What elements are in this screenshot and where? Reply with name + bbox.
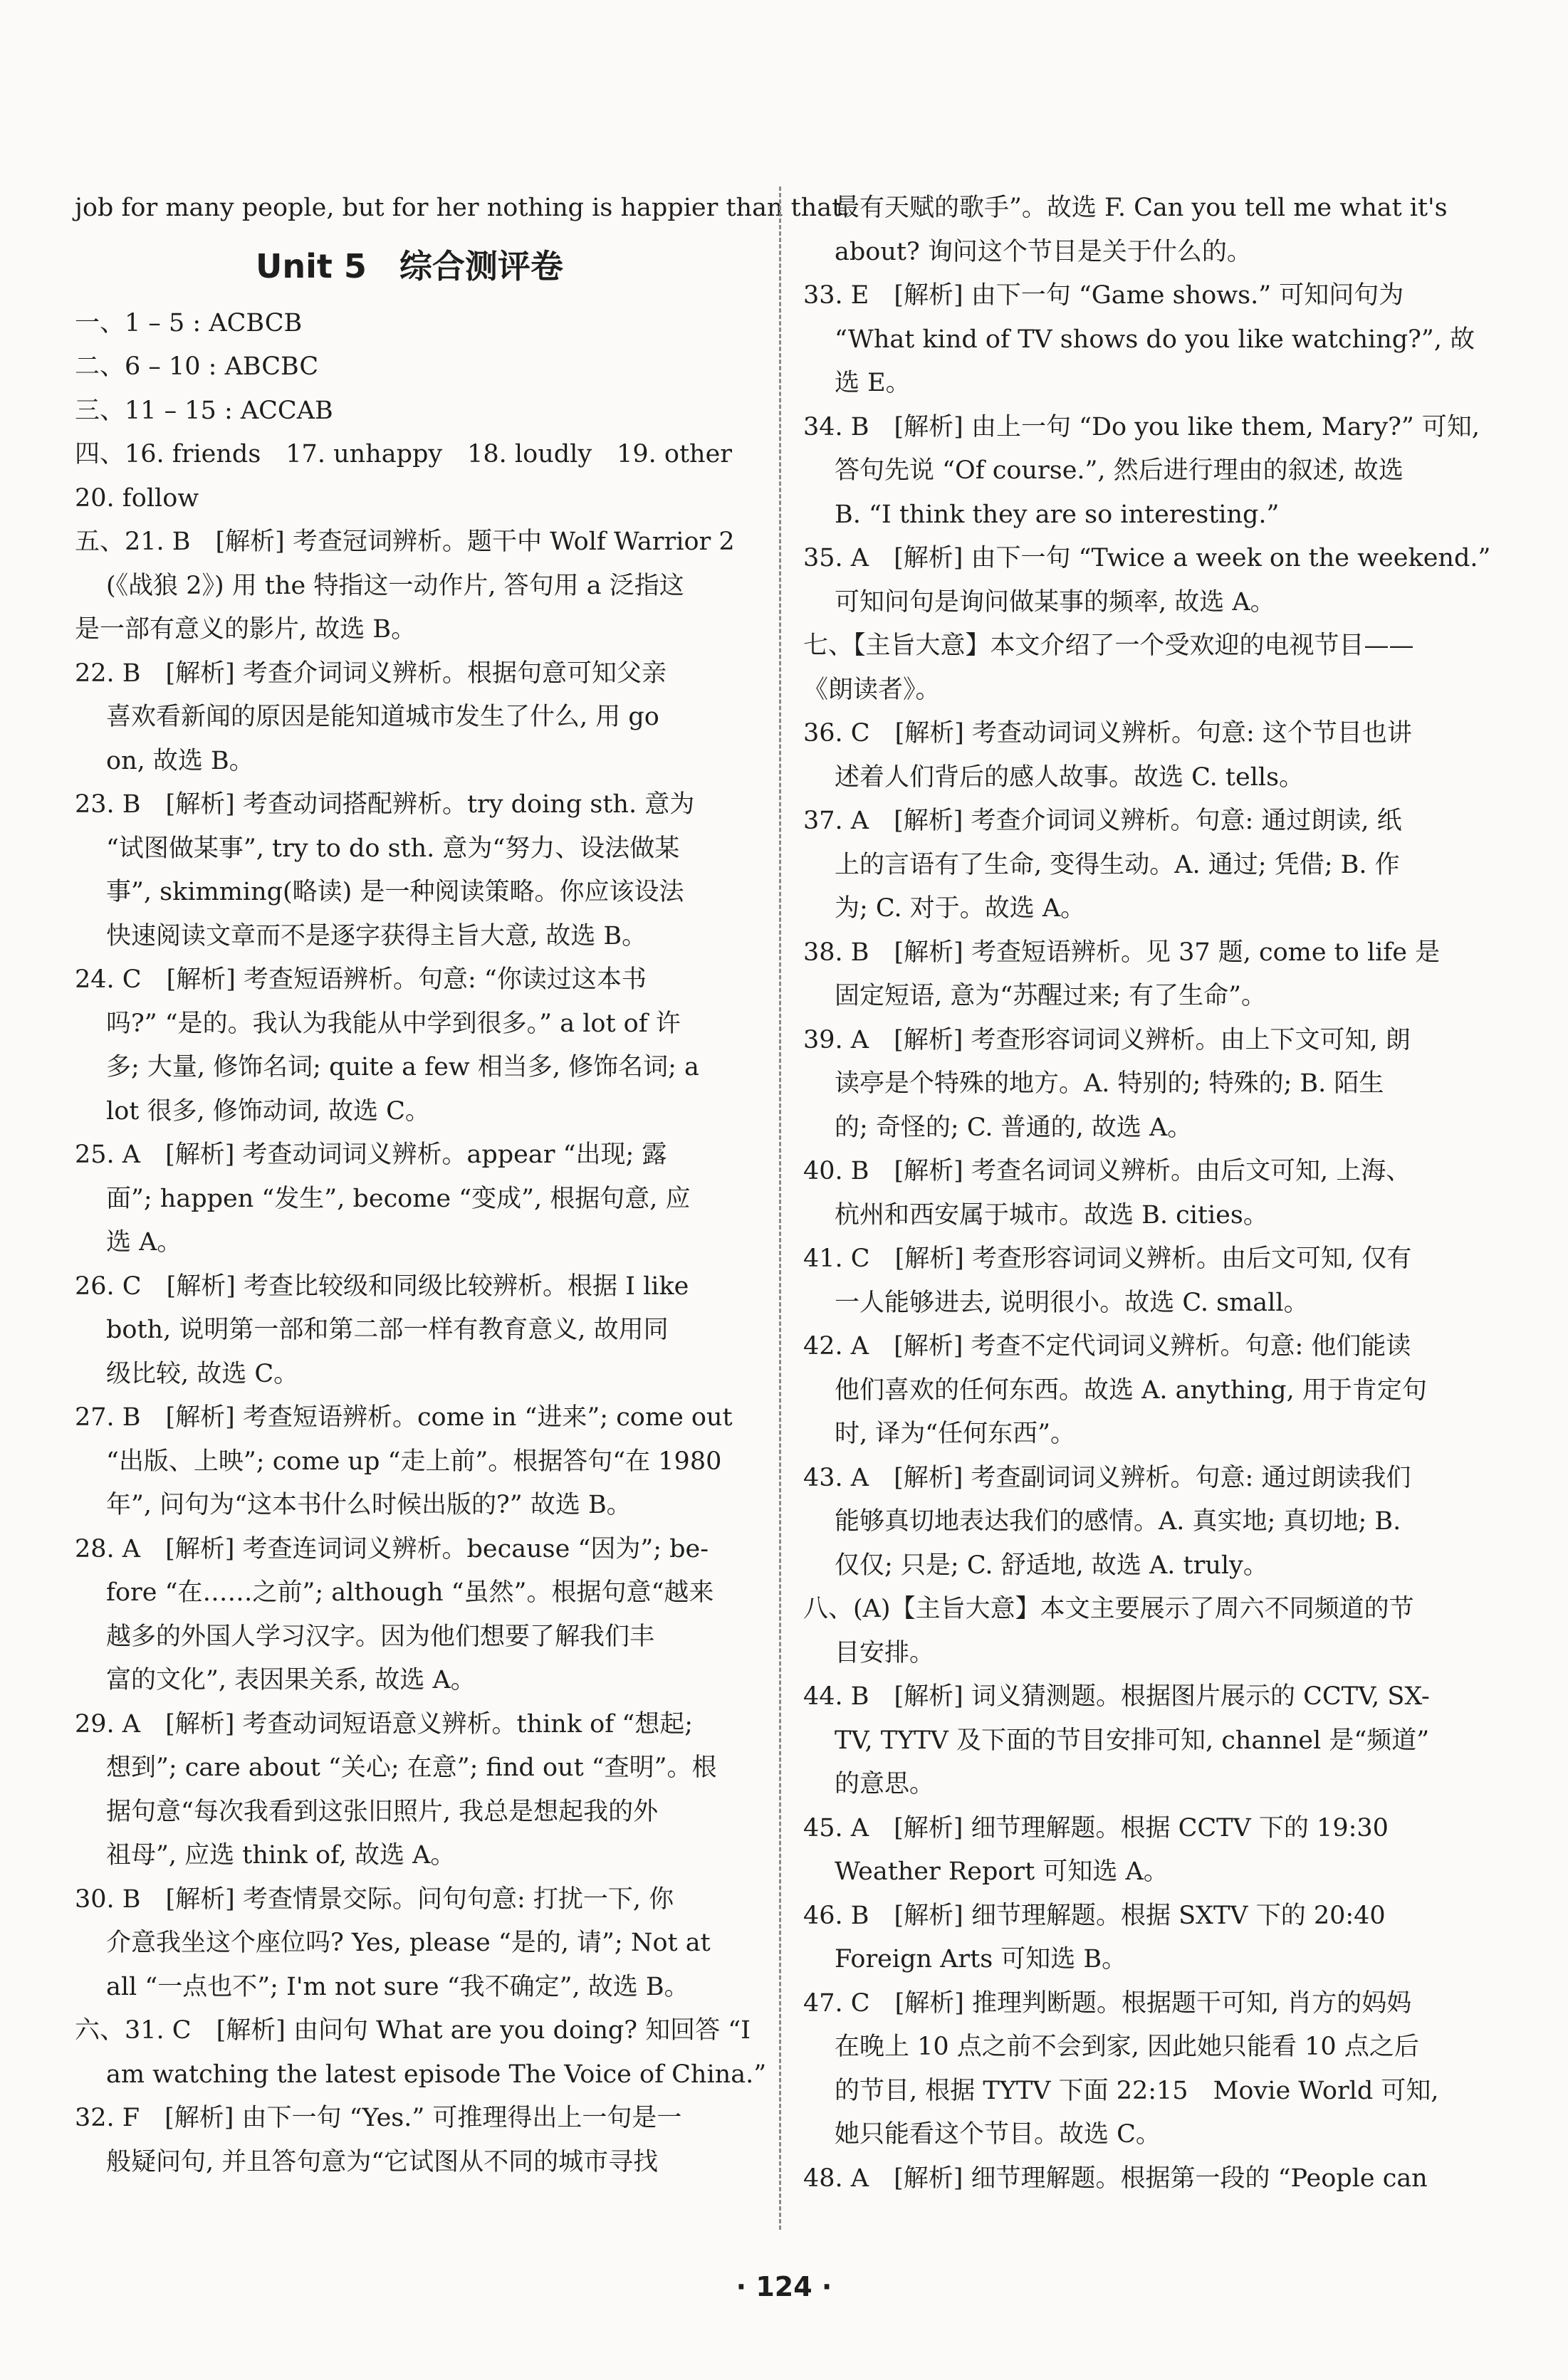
answer-line: 她只能看这个节目。故选 C。 [835,2120,1161,2149]
answer-line: 时, 译为“任何东西”。 [835,1420,1076,1448]
answer-line: Weather Report 可知选 A。 [835,1857,1169,1886]
answer-line: 读亭是个特殊的地方。A. 特别的; 特殊的; B. 陌生 [835,1069,1384,1098]
answer-line: job for many people, but for her nothing is happier than that. [75,194,850,222]
answer-line: 46. B [解析] 细节理解题。根据 SXTV 下的 20:40 [803,1901,1386,1930]
answer-line: 可知问句是询问做某事的频率, 故选 A。 [835,587,1275,617]
answer-line: 37. A [解析] 考查介词词义辨析。句意: 通过朗读, 纸 [803,807,1402,835]
answer-line: 的节目, 根据 TYTV 下面 22:15 Movie World 可知, [835,2076,1439,2105]
answer-line: 五、21. B [解析] 考查冠词辨析。题干中 Wolf Warrior 2 [75,528,735,556]
answer-line: 能够真切地表达我们的感情。A. 真实地; 真切地; B. [835,1507,1401,1536]
right-column [803,187,1491,2201]
answer-line: 36. C [解析] 考查动词词义辨析。句意: 这个节目也讲 [803,719,1412,748]
answer-line: 级比较, 故选 C。 [106,1359,299,1388]
column-divider [779,187,781,2230]
answer-line: 的意思。 [835,1770,935,1798]
answer-line: 上的言语有了生命, 变得生动。A. 通过; 凭借; B. 作 [835,850,1400,879]
answer-line: Foreign Arts 可知选 B。 [835,1945,1127,1973]
answer-line: 面”; happen “发生”, become “变成”, 根据句意, 应 [106,1184,691,1213]
answer-line: 祖母”, 应选 think of, 故选 A。 [106,1841,456,1870]
answer-line: 30. B [解析] 考查情景交际。问句句意: 打扰一下, 你 [75,1884,674,1914]
answer-line: 29. A [解析] 考查动词短语意义辨析。think of “想起; [75,1709,694,1739]
answer-line: 八、(A)【主旨大意】本文主要展示了周六不同频道的节 [803,1595,1414,1623]
answer-line: 目安排。 [835,1638,935,1667]
answer-line: 28. A [解析] 考查连词词义辨析。because “因为”; be- [75,1534,709,1563]
answer-line: 最有天赋的歌手”。故选 F. Can you tell me what it's [835,194,1448,222]
answer-line: fore “在……之前”; although “虽然”。根据句意“越来 [106,1578,714,1607]
answer-line: 40. B [解析] 考查名词词义辨析。由后文可知, 上海、 [803,1157,1411,1185]
answer-line: 26. C [解析] 考查比较级和同级比较辨析。根据 I like [75,1272,689,1301]
answer-line: 38. B [解析] 考查短语辨析。见 37 题, come to life 是 [803,938,1441,967]
answer-line: 33. E [解析] 由下一句 “Game shows.” 可知问句为 [803,281,1404,310]
answer-line: 年”, 问句为“这本书什么时候出版的?” 故选 B。 [106,1491,632,1519]
answer-line: 般疑问句, 并且答句意为“它试图从不同的城市寻找 [106,2147,659,2176]
answer-line: 34. B [解析] 由上一句 “Do you like them, Mary?” 可知, [803,412,1480,441]
answer-line: 越多的外国人学习汉字。因为他们想要了解我们丰 [106,1622,655,1651]
answer-line: (《战狼 2》) 用 the 特指这一动作片, 答句用 a 泛指这 [106,571,684,600]
answer-line: am watching the latest episode The Voice of China.” [106,2060,767,2089]
answer-line: 答句先说 “Of course.”, 然后进行理由的叙述, 故选 [835,456,1404,485]
answer-line: 二、6 – 10 : ABCBC [75,352,319,381]
answer-line: 48. A [解析] 细节理解题。根据第一段的 “People can [803,2164,1428,2193]
answer-line: 想到”; care about “关心; 在意”; find out “查明”。根 [106,1753,717,1782]
answer-line: “What kind of TV shows do you like watching?”, 故 [835,325,1475,354]
left-column [75,187,850,2184]
answer-line: all “一点也不”; I'm not sure “我不确定”, 故选 B。 [106,1972,689,2001]
answer-line: 杭州和西安属于城市。故选 B. cities。 [835,1200,1268,1230]
answer-line: on, 故选 B。 [106,746,254,775]
answer-line: 32. F [解析] 由下一句 “Yes.” 可推理得出上一句是一 [75,2104,682,2132]
answer-line: “出版、上映”; come up “走上前”。根据答句“在 1980 [106,1447,722,1476]
answer-line: 在晚上 10 点之前不会到家, 因此她只能看 10 点之后 [835,2033,1419,2061]
answer-line: 27. B [解析] 考查短语辨析。come in “进来”; come out [75,1403,733,1432]
answer-line: 仅仅; 只是; C. 舒适地, 故选 A. truly。 [835,1551,1268,1580]
answer-line: lot 很多, 修饰动词, 故选 C。 [106,1096,430,1126]
page-number: · 124 · [736,2271,832,2302]
answer-line: 七、【主旨大意】本文介绍了一个受欢迎的电视节目—— [803,631,1414,660]
answer-line: 三、11 – 15 : ACCAB [75,396,333,425]
answer-line: 43. A [解析] 考查副词词义辨析。句意: 通过朗读我们 [803,1463,1411,1492]
answer-line: 是一部有意义的影片, 故选 B。 [75,615,417,644]
answer-line: about? 询问这个节目是关于什么的。 [835,237,1252,266]
unit-title: Unit 5 综合测评卷 [256,246,563,285]
answer-line: 22. B [解析] 考查介词词义辨析。根据句意可知父亲 [75,659,667,688]
answer-line: 23. B [解析] 考查动词搭配辨析。try doing sth. 意为 [75,790,695,819]
answer-line: 一人能够进去, 说明很小。故选 C. small。 [835,1288,1309,1317]
answer-line: 六、31. C [解析] 由问句 What are you doing? 知回答 “I [75,2016,751,2045]
answer-line: 据句意“每次我看到这张旧照片, 我总是想起我的外 [106,1797,659,1826]
answer-line: 45. A [解析] 细节理解题。根据 CCTV 下的 19:30 [803,1813,1389,1842]
answer-line: 他们喜欢的任何东西。故选 A. anything, 用于肯定句 [835,1375,1427,1405]
answer-line: B. “I think they are so interesting.” [835,500,1280,529]
answer-line: both, 说明第一部和第二部一样有教育意义, 故用同 [106,1316,669,1344]
answer-line: 吗?” “是的。我认为我能从中学到很多。” a lot of 许 [106,1009,681,1038]
answer-line: 喜欢看新闻的原因是能知道城市发生了什么, 用 go [106,703,659,731]
answer-line: 述着人们背后的感人故事。故选 C. tells。 [835,762,1305,792]
answer-line: 20. follow [75,483,199,513]
answer-line: 的; 奇怪的; C. 普通的, 故选 A。 [835,1113,1193,1142]
answer-line: 固定短语, 意为“苏醒过来; 有了生命”。 [835,982,1266,1010]
answer-line: TV, TYTV 及下面的节目安排可知, channel 是“频道” [835,1726,1430,1755]
answer-line: 为; C. 对于。故选 A。 [835,894,1086,923]
answer-line: 介意我坐这个座位吗? Yes, please “是的, 请”; Not at [106,1929,711,1957]
answer-line: 富的文化”, 表因果关系, 故选 A。 [106,1666,476,1694]
answer-line: 事”, skimming(略读) 是一种阅读策略。你应该设法 [106,878,684,906]
answer-line: 选 A。 [106,1228,182,1257]
answer-line: 《朗读者》。 [803,675,941,704]
answer-line: 24. C [解析] 考查短语辨析。句意: “你读过这本书 [75,965,647,994]
answer-line: 42. A [解析] 考查不定代词词义辨析。句意: 他们能读 [803,1332,1411,1361]
answer-line: 四、16. friends 17. unhappy 18. loudly 19. other [75,440,733,468]
answer-line: 44. B [解析] 词义猜测题。根据图片展示的 CCTV, SX- [803,1682,1430,1711]
answer-line: 39. A [解析] 考查形容词词义辨析。由上下文可知, 朗 [803,1025,1411,1054]
answer-line: “试图做某事”, try to do sth. 意为“努力、设法做某 [106,834,680,863]
answer-line: 多; 大量, 修饰名词; quite a few 相当多, 修饰名词; a [106,1053,699,1081]
answer-line: 47. C [解析] 推理判断题。根据题干可知, 肖方的妈妈 [803,1988,1412,2018]
answer-line: 一、1 – 5 : ACBCB [75,308,303,337]
answer-line: 选 E。 [835,369,911,397]
answer-line: 35. A [解析] 由下一句 “Twice a week on the weekend.” [803,544,1491,572]
answer-line: 25. A [解析] 考查动词词义辨析。appear “出现; 露 [75,1141,667,1169]
answer-line: 快速阅读文章而不是逐字获得主旨大意, 故选 B。 [106,921,647,950]
answer-line: 41. C [解析] 考查形容词词义辨析。由后文可知, 仅有 [803,1244,1412,1273]
